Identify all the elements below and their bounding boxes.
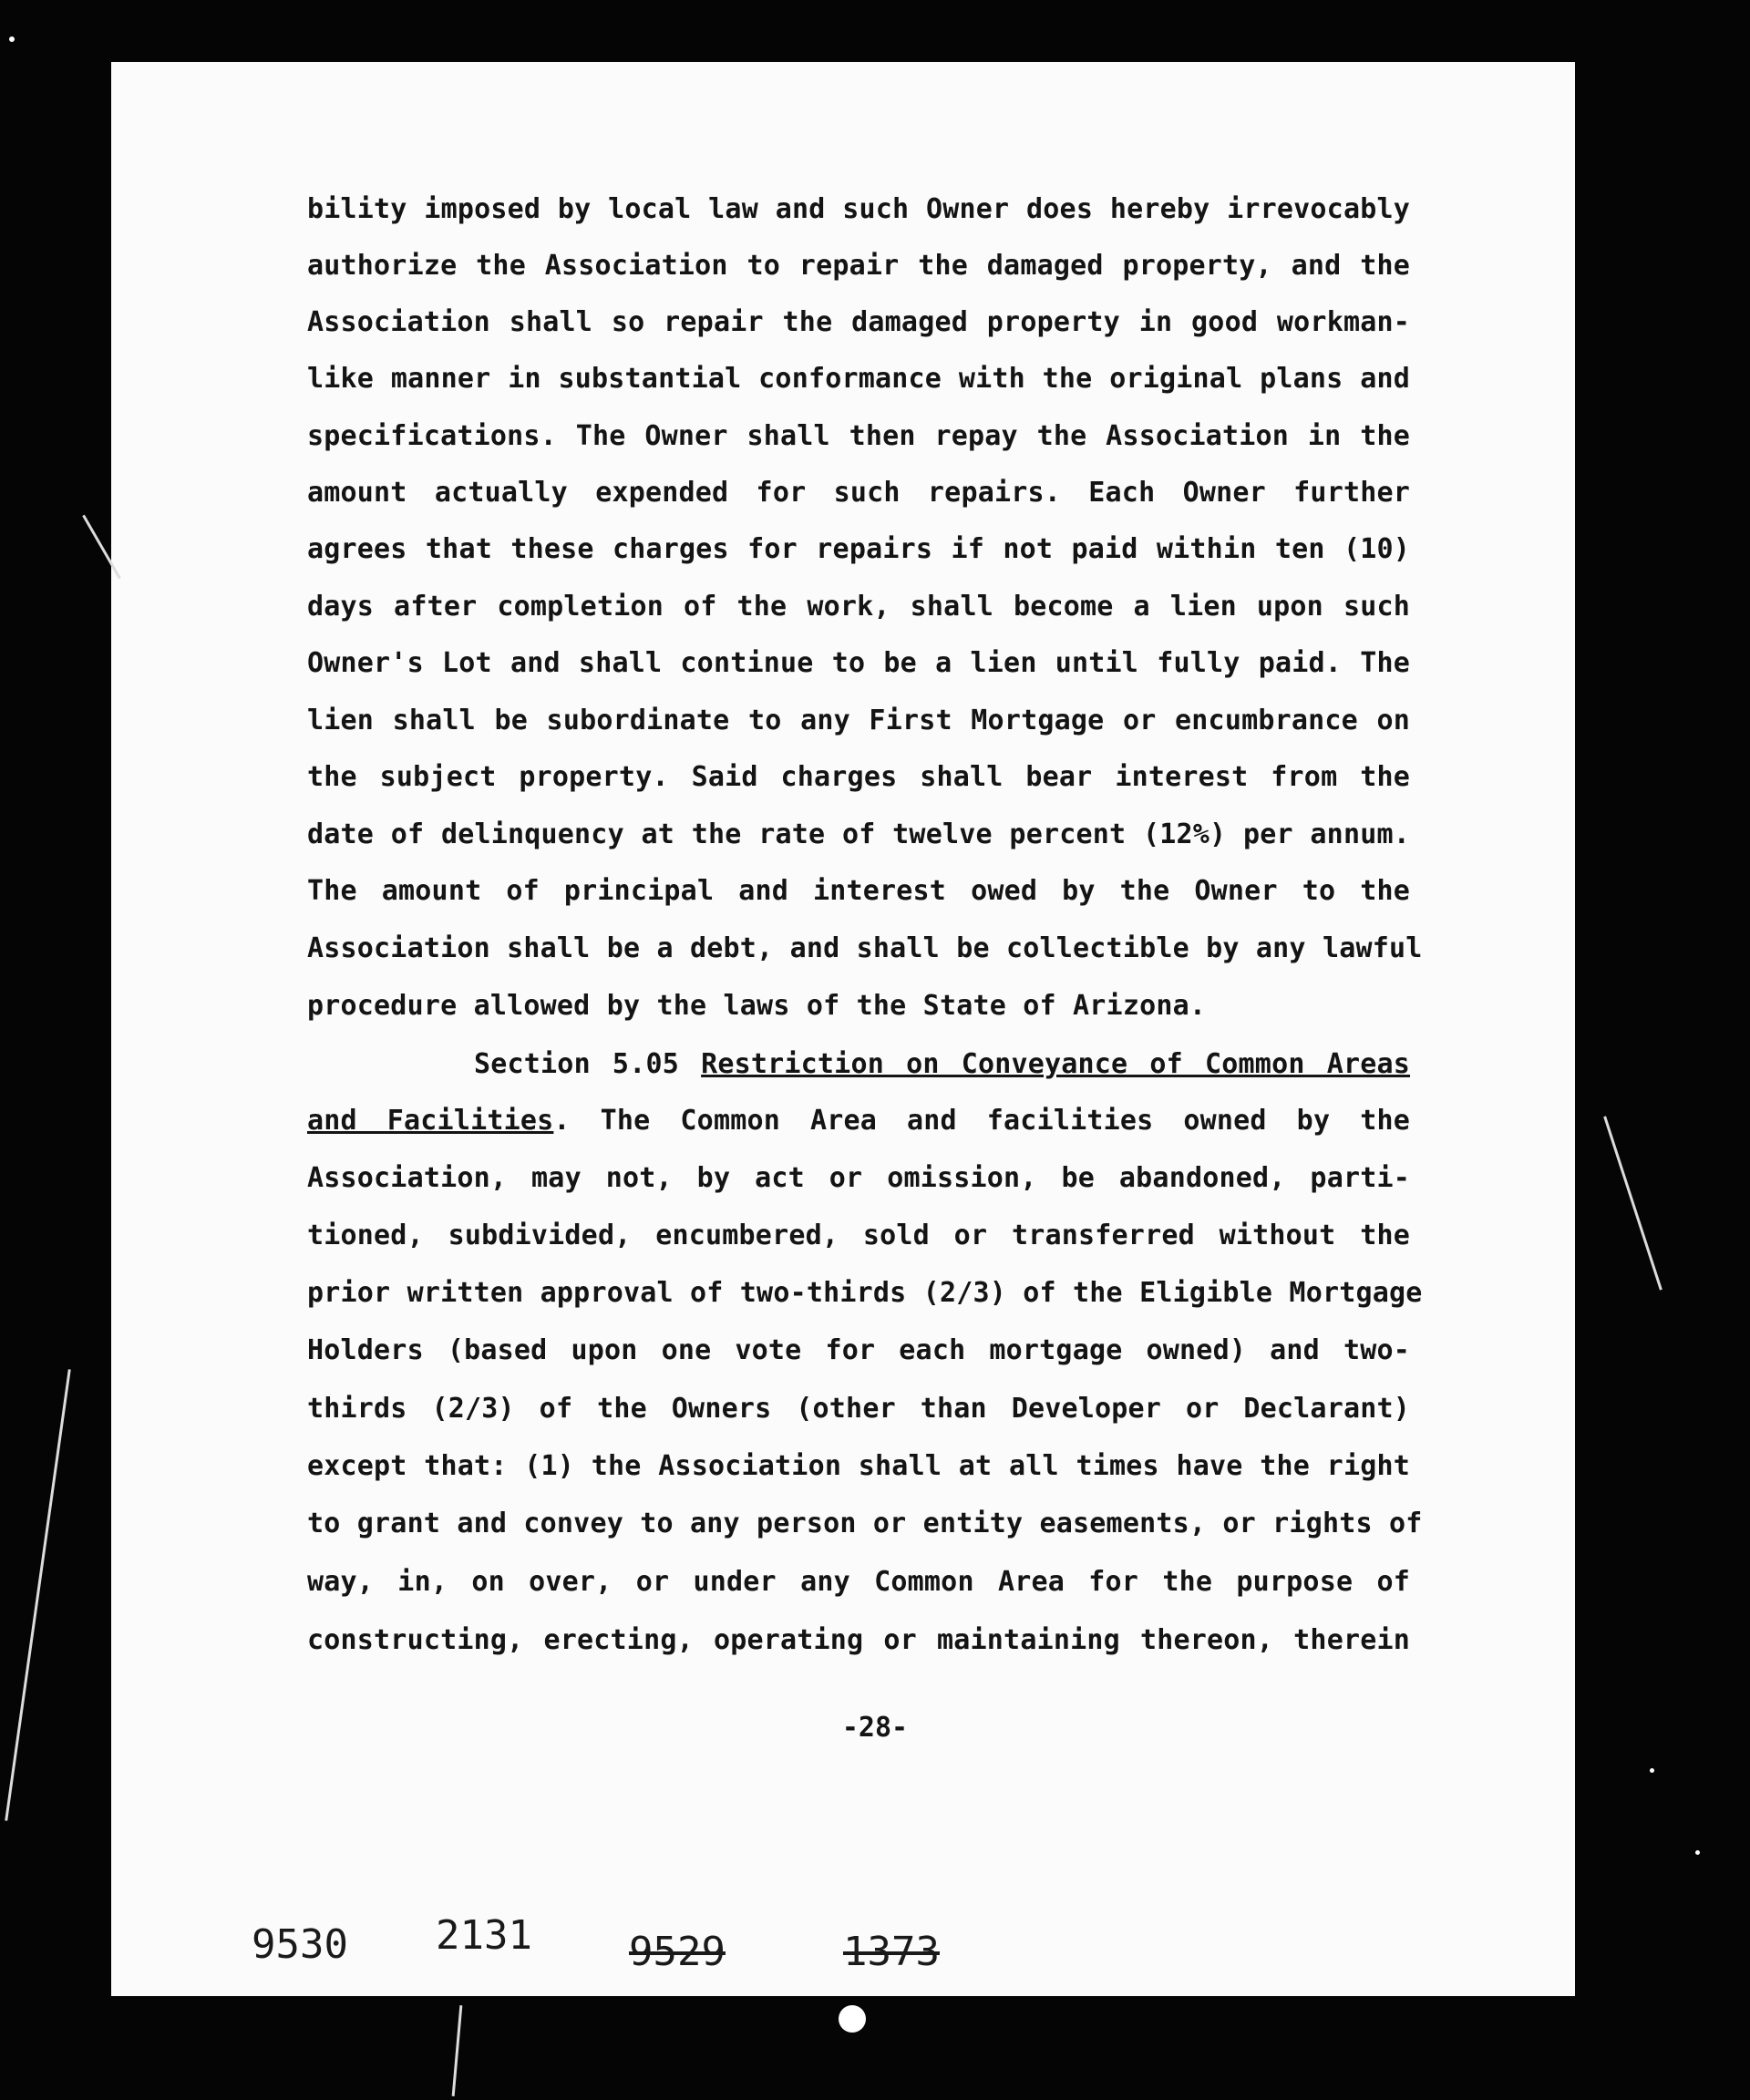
text-line: bility imposed by local law and such Owner does hereby irrevocably (307, 193, 1410, 225)
text-line: Association shall so repair the damaged property in good workman- (307, 306, 1410, 338)
text-line: except that: (1) the Association shall at all times have the right (307, 1450, 1410, 1482)
recording-page: 2131 (436, 1912, 532, 1959)
struck-number: 9529 (629, 1929, 726, 1975)
text-line: agrees that these charges for repairs if not paid within ten (10) (307, 533, 1410, 565)
text-line: specifications. The Owner shall then repay the Association in the (307, 420, 1410, 452)
text-line: constructing, erecting, operating or maintaining thereon, therein (307, 1624, 1410, 1656)
text-line: The amount of principal and interest owed by the Owner to the (307, 875, 1410, 907)
text-line: Association shall be a debt, and shall be collectible by any lawful (307, 932, 1423, 964)
text-line: way, in, on over, or under any Common Area for the purpose of (307, 1566, 1410, 1598)
text-line: Holders (based upon one vote for each mortgage owned) and two- (307, 1334, 1410, 1366)
scan-blot (839, 2005, 866, 2033)
text-line: days after completion of the work, shall become a lien upon such (307, 591, 1410, 623)
document-page (111, 62, 1575, 1996)
text-line: like manner in substantial conformance with the original plans and (307, 363, 1410, 395)
section-heading-line (474, 1042, 1410, 1087)
text-line: to grant and convey to any person or entity easements, or rights of (307, 1508, 1423, 1539)
text-line: amount actually expended for such repairs. Each Owner further (307, 477, 1410, 509)
text-line: tioned, subdivided, encumbered, sold or transferred without the (307, 1220, 1410, 1251)
text-line: date of delinquency at the rate of twelve percent (12%) per annum. (307, 818, 1410, 850)
text-line: Owner's Lot and shall continue to be a lien until fully paid. The (307, 647, 1410, 679)
text-line: Association, may not, by act or omission, be abandoned, parti- (307, 1162, 1410, 1194)
page-number: -28- (841, 1712, 909, 1744)
text-line: thirds (2/3) of the Owners (other than Developer or Declarant) (307, 1393, 1410, 1425)
section-label: Section 5.05 (474, 1048, 679, 1080)
section-title-part2: and Facilities (307, 1105, 554, 1137)
text-line: procedure allowed by the laws of the State of Arizona. (307, 990, 1207, 1022)
section-title: Restriction on Conveyance of Common Areas (701, 1048, 1411, 1080)
scan-streak (5, 1369, 71, 1821)
recording-number: 9530 (252, 1921, 348, 1968)
scan-streak (1603, 1116, 1662, 1290)
text-line: prior written approval of two-thirds (2/3) of the Eligible Mortgage (307, 1277, 1423, 1309)
text-line: authorize the Association to repair the damaged property, and the (307, 250, 1410, 282)
section-text: . The Common Area and facilities owned by the (553, 1105, 1410, 1137)
scan-speck (1650, 1768, 1654, 1773)
scan-speck (9, 36, 15, 42)
text-line: the subject property. Said charges shall bear interest from the (307, 761, 1410, 793)
struck-number: 1373 (843, 1929, 940, 1975)
section-title-continuation (307, 1098, 1410, 1144)
scan-speck (1695, 1850, 1700, 1855)
scan-streak (452, 2005, 463, 2096)
text-line: lien shall be subordinate to any First Mortgage or encumbrance on (307, 705, 1410, 736)
